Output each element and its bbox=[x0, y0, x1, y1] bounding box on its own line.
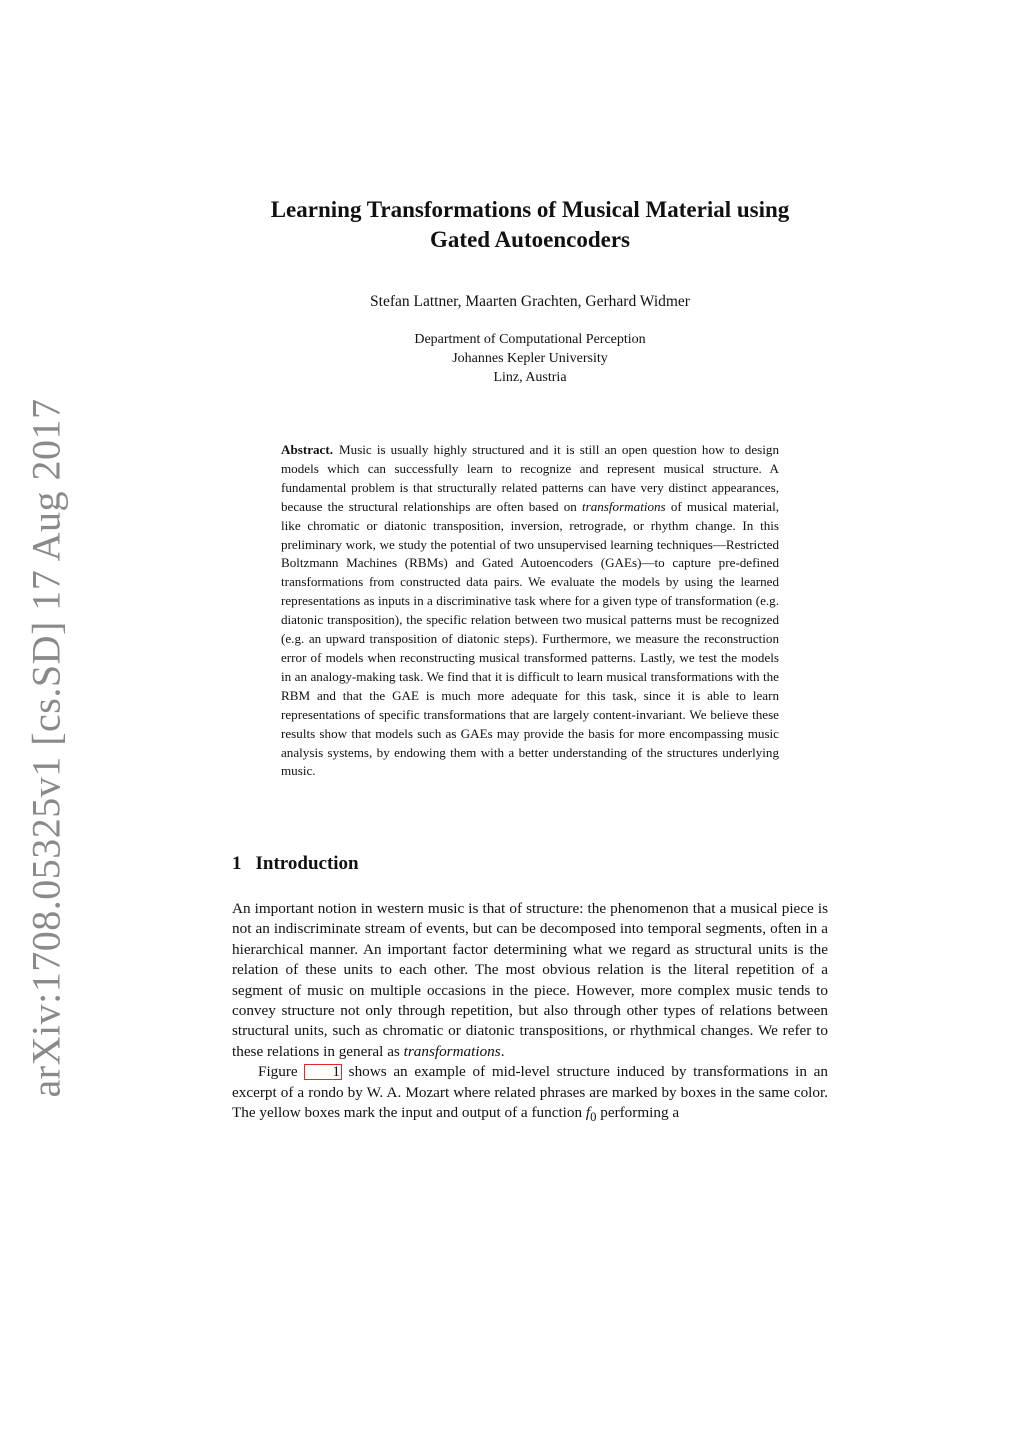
intro-paragraph-1 bbox=[232, 899, 828, 1062]
intro-p1-text: An important notion in western music is that of structure: the phenomenon that a musical piece is not an indiscriminate stream of events, but can be decomposed into temporal segments, often in a hierarchical manner. An important factor determining what we regard as structural units is the relation of these units to each other. The most obvious relation is the literal repetition of a segment of music on multiple occasions in the piece. However, more complex music tends to convey structure not only through repetition, but also through other types of relations between structural units, such as chromatic or diatonic transpositions, or rhythmical changes. We refer to these relations in general as bbox=[232, 900, 828, 1060]
intro-p2-end: performing a bbox=[600, 1104, 680, 1122]
abstract bbox=[281, 441, 779, 781]
section-number: 1 bbox=[232, 853, 242, 874]
affiliation bbox=[232, 330, 828, 387]
intro-p1-end: . bbox=[500, 1042, 505, 1060]
abstract-text-start: Music is usually highly structured and it is still an open question how to design models which can successfully learn to recognize and represent musical structure. A fundamental problem is that structurally related patterns can have very distinct appearances, because the structural relationships are often based on bbox=[281, 442, 779, 514]
intro-p2-start: Figure bbox=[258, 1063, 298, 1081]
affiliation-department: Department of Computational Perception bbox=[414, 332, 646, 347]
abstract-label: Abstract. bbox=[281, 442, 333, 457]
section-title: Introduction bbox=[255, 853, 359, 874]
title-line-2: Gated Autoencoders bbox=[430, 227, 630, 252]
abstract-text-end: of musical material, like chromatic or diatonic transposition, inversion, retrograde, or rhythm change. In this preliminary work, we study the potential of two unsupervised learning techniques—Restricted Boltzmann Machines (RBMs) and Gated Autoencoders (GAEs)—to capture pre-defined transformations from constructed data pairs. We evaluate the models by using the learned representations as inputs in a discriminative task where for a given type of transformation (e.g. diatonic transposition), the specific relation between two musical patterns must be recognized (e.g. an upward transposition of diatonic steps). Furthermore, we measure the reconstruction error of models when reconstructing musical transformed patterns. Lastly, we test the models in an analogy-making task. We find that it is difficult to learn musical transformations with the RBM and that the GAE is much more adequate for this task, since it is able to learn representations of specific transformations that are largely content-invariant. We believe these results show that models such as GAEs may provide the basis for more encompassing music analysis systems, by endowing them with a better understanding of the structures underlying music. bbox=[281, 498, 779, 779]
abstract-italic-term: transformations bbox=[581, 498, 666, 514]
math-subscript: 0 bbox=[590, 1110, 597, 1125]
math-variable: f bbox=[585, 1104, 591, 1122]
affiliation-university: Johannes Kepler University bbox=[452, 351, 608, 366]
intro-paragraph-2 bbox=[232, 1062, 828, 1127]
intro-p1-italic-term: transformations bbox=[403, 1042, 501, 1060]
title-line-1: Learning Transformations of Musical Material using bbox=[270, 197, 790, 222]
arxiv-identifier: arXiv:1708.05325v1 [cs.SD] 17 Aug 2017 bbox=[23, 398, 69, 1098]
introduction-body bbox=[232, 899, 828, 1128]
figure-1-link[interactable]: 1 bbox=[304, 1064, 342, 1080]
intro-p2-text: shows an example of mid-level structure induced by transformations in an excerpt of a rondo by W. A. Mozart where related phrases are marked by boxes in the same color. The yellow boxes mark the input and output of a function bbox=[232, 1063, 829, 1122]
section-heading-introduction bbox=[232, 853, 359, 875]
paper-title bbox=[232, 195, 828, 255]
author-list: Stefan Lattner, Maarten Grachten, Gerhard Widmer bbox=[370, 293, 690, 310]
math-f0 bbox=[585, 1104, 597, 1125]
affiliation-location: Linz, Austria bbox=[493, 370, 567, 385]
